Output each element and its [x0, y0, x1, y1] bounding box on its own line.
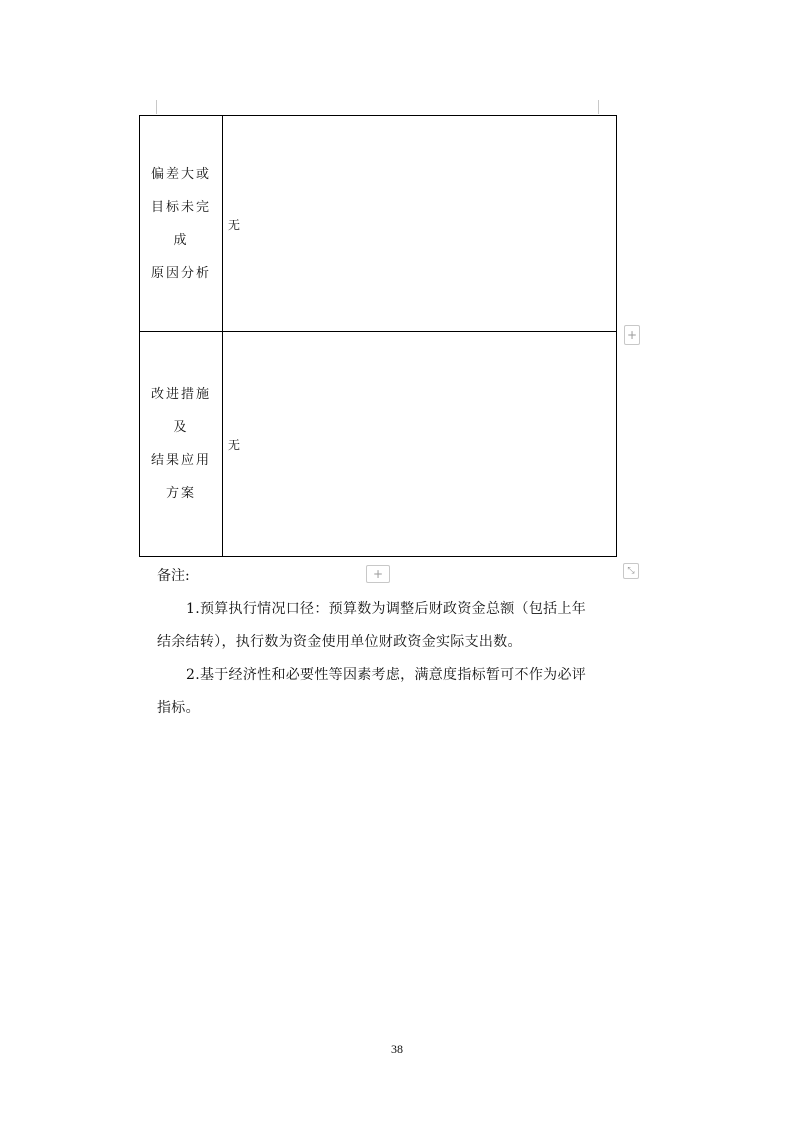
- left-margin-marker: [156, 100, 157, 114]
- row-label-line: 改进措施: [150, 387, 211, 402]
- row-value-text: 无: [228, 438, 241, 452]
- add-row-button[interactable]: +: [366, 565, 390, 583]
- notes-title: 备注:: [157, 568, 190, 584]
- right-margin-marker: [598, 100, 599, 114]
- table-resize-handle[interactable]: ⤡: [623, 563, 639, 579]
- note-item-2-line-1: 2.基于经济性和必要性等因素考虑，满意度指标暂可不作为必评: [186, 667, 587, 683]
- add-column-button[interactable]: +: [624, 325, 640, 345]
- row-value-cell[interactable]: [222, 332, 616, 556]
- row-label-line: 目标未完: [150, 199, 211, 215]
- note-item-1-line-2: 结余结转），执行数为资金使用单位财政资金实际支出数。: [157, 634, 522, 650]
- page-number: 38: [391, 1042, 403, 1056]
- row-label-line: 偏差大或: [150, 166, 211, 182]
- row-label-line: 成: [173, 232, 189, 248]
- table-row-deviation-analysis: [140, 116, 616, 332]
- row-label-cell: [140, 116, 223, 331]
- row-label-line: 原因分析: [150, 265, 211, 281]
- table-row-improvement-measures: [140, 332, 616, 556]
- row-label-line: 结果应用: [150, 453, 211, 468]
- note-item-2-line-2: 指标。: [157, 700, 200, 716]
- row-label-cell: [140, 332, 223, 556]
- row-label-line: 方案: [165, 486, 196, 501]
- row-label-line: 及: [173, 420, 189, 435]
- evaluation-table: [139, 115, 617, 557]
- row-value-text: 无: [228, 218, 241, 232]
- note-item-1-line-1: 1.预算执行情况口径：预算数为调整后财政资金总额（包括上年: [186, 601, 587, 617]
- row-value-cell[interactable]: [222, 116, 616, 331]
